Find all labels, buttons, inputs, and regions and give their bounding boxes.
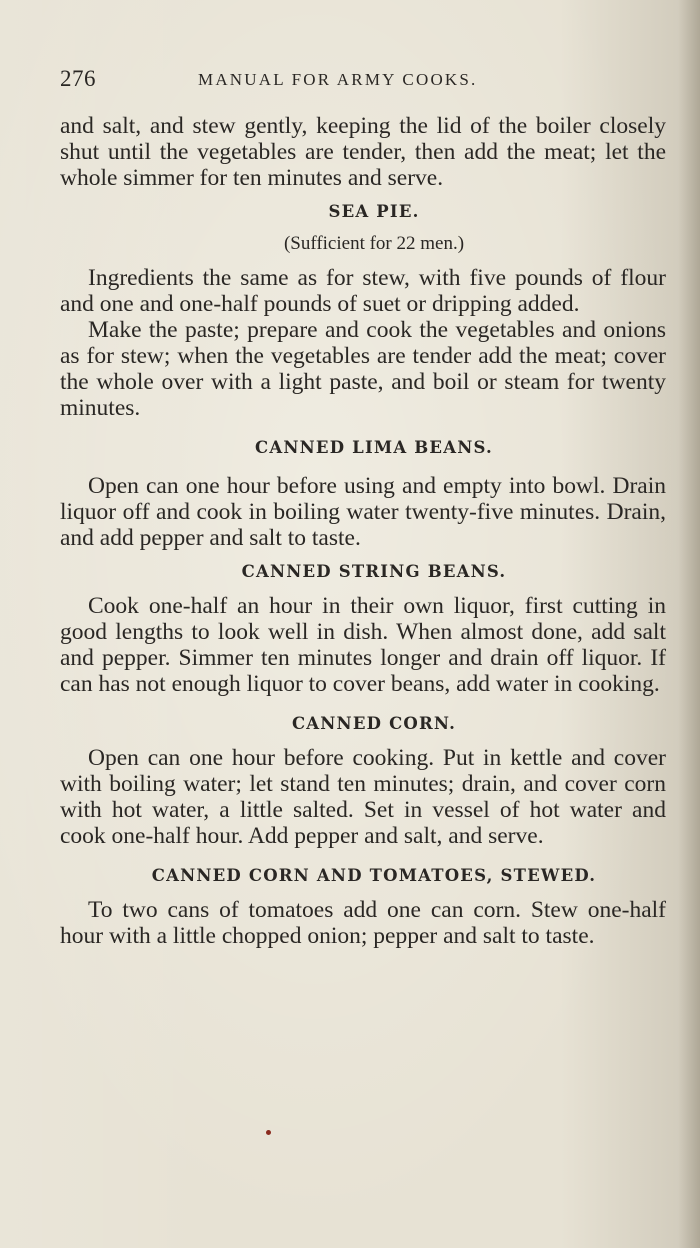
sea-pie-subtitle: (Sufficient for 22 men.): [283, 233, 465, 254]
lima-beans-paragraph: Open can one hour before using and empty into bowl. Drain liquor off and cook in boiling water twenty-five minutes. Drain, and add pepper and salt to taste.: [60, 473, 666, 551]
corn-tomatoes-paragraph: To two cans of tomatoes add one can corn. Stew one-half hour with a little chopped onion; pepper and salt to taste.: [60, 897, 666, 949]
corn-paragraph: Open can one hour before cooking. Put in kettle and cover with boiling water; let stand ten minutes; drain, and cover corn with hot water, a little salted. Set in vessel of hot water and cook one-half hour. Add pepper and salt, and serve.: [60, 745, 666, 849]
page-number: 276: [60, 66, 96, 91]
corn-tomatoes-heading: CANNED CORN AND TOMATOES, STEWED.: [151, 866, 597, 885]
sea-pie-ingredients-paragraph: Ingredients the same as for stew, with five pounds of flour and one and one-half pounds of suet or dripping added.: [60, 265, 666, 317]
continuation-paragraph: and salt, and stew gently, keeping the lid of the boiler closely shut until the vegetables are tender, then add the meat; let the whole simmer for ten minutes and serve.: [60, 113, 666, 191]
page-body: [60, 113, 666, 949]
running-title: MANUAL FOR ARMY COOKS.: [198, 70, 478, 89]
page-edge-shadow: [678, 0, 700, 1248]
lima-beans-heading: CANNED LIMA BEANS.: [255, 438, 493, 457]
corn-heading: CANNED CORN.: [291, 714, 457, 733]
string-beans-heading: CANNED STRING BEANS.: [241, 562, 507, 581]
string-beans-paragraph: Cook one-half an hour in their own liquor, first cutting in good lengths to look well in dish. When almost done, add salt and pepper. Simmer ten minutes longer and drain off liquor. If can has not enough liquor to cover beans, add water in cooking.: [60, 593, 666, 697]
ink-speck: [266, 1130, 271, 1135]
sea-pie-heading: SEA PIE.: [328, 202, 420, 221]
page-header: [60, 66, 666, 100]
sea-pie-method-paragraph: Make the paste; prepare and cook the vegetables and onions as for stew; when the vegetables are tender add the meat; cover the whole over with a light paste, and boil or steam for twenty minutes.: [60, 317, 666, 421]
